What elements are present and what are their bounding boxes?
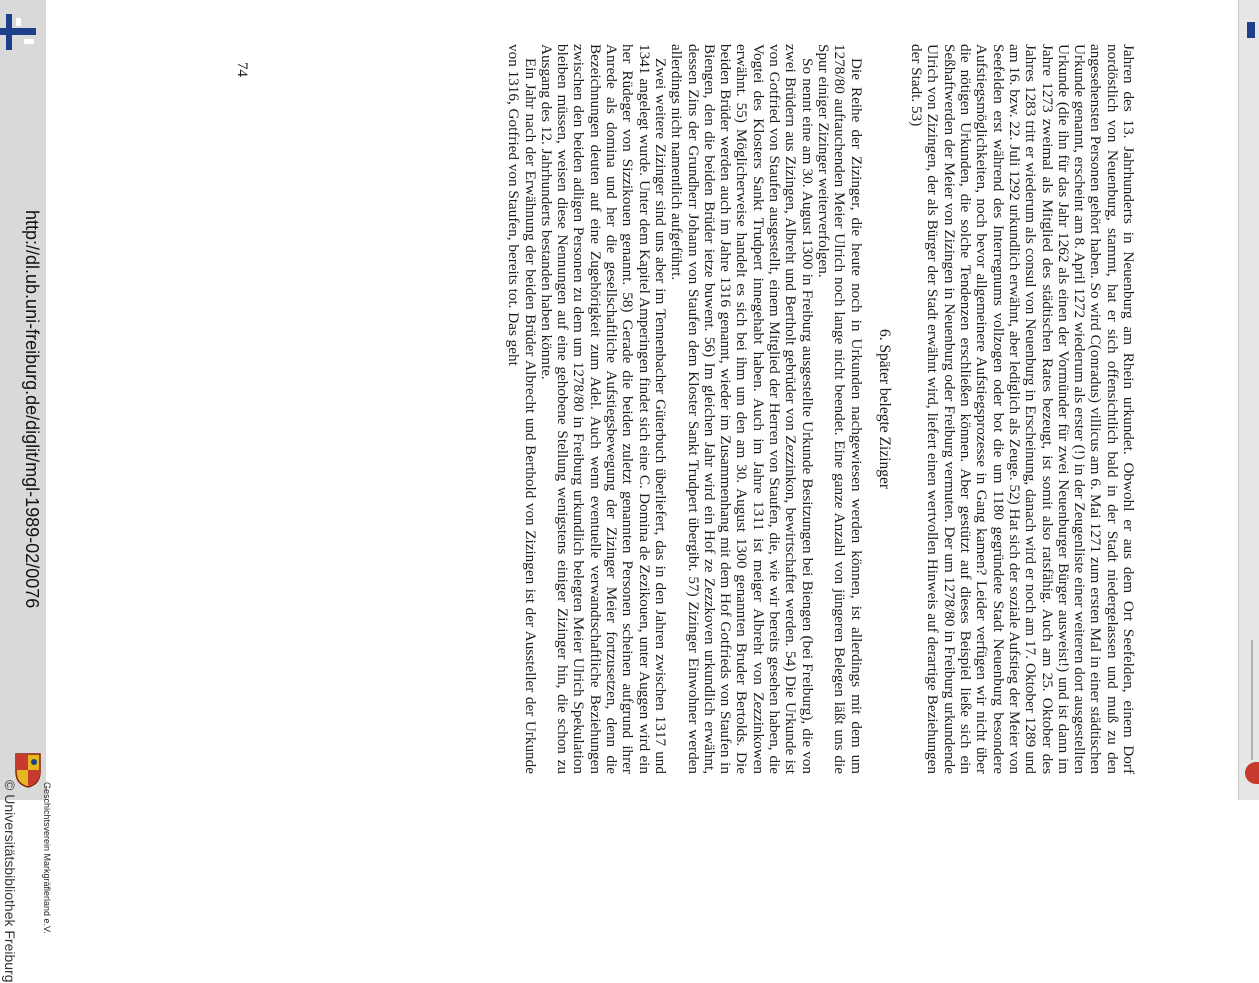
paragraph: Jahren des 13. Jahrhunderts in Neuenburg am Rhein urkundet. Obwohl er aus dem Ort Seefelden, einem Dorf nordöstlich von Neuenburg, stammt, hat er sich offensichtlich bald in der Stadt niedergelassen und muß zu den angesehensten Personen gehört haben. So wird C(onradus) villicus am 6. Mai 1271 zum ersten Mal in einer städtischen Urkunde genannt, erscheint am 8. April 1272 wiederum als erster (!) in der Zeugenliste einer weiteren dort ausgestellten Urkunde (die ihn für das Jahr 1262 als einen der Vormünder für zwei Neuenburger Bürger ausweist!) und ist dann im Jahre 1273 zweimal als Mitglied des städtischen Rates bezeugt, ist somit also ratsfähig. Auch am 25. Oktober des Jahres 1283 tritt er wiederum als consul von Neuenburg in Erscheinung, danach wird er noch am 17. Oktober 1289 und am 16. bzw. 22. Juli 1292 urkundlich erwähnt, aber lediglich als Zeuge. 52) Hat sich der soziale Aufstieg der Meier von Seefelden erst während des Interregnums vollzogen oder bot die um 1180 gegründete Stadt Neuenburg besondere Aufstiegsmöglichkeiten, noch bevor allgemeinere Aufstiegsprozesse in Gang kamen? Leider verfügen wir nicht über die nötigen Urkunden, die solche Tendenzen erschließen können. Aber gestützt auf dieses Beispiel ließe sich ein Seßhaftwerden der Meier von Zizingen in Neuenburg oder Freiburg vermuten. Der um 1278/80 in Freiburg urkundende Ulrich von Zizingen, der als Bürger der Stadt erwähnt wird, liefert einen wertvollen Hinweis auf derartige Beziehungen der Stadt. 53) xyxy=(908,44,1137,775)
right-scroll-track[interactable] xyxy=(1251,640,1253,760)
paragraph: So nennt eine am 30. August 1300 in Freiburg ausgestellte Urkunde Besitzungen bei Biengen (bei Freiburg), die von zwei Brüdern aus Zizingen, Albreht und Bertholt gebrüder von Zezzinkon, bewirtschaftet werden. 54) Die Urkunde ist von Gotfried von Staufen ausgestellt, einem Mitglied der Herren von Staufen, die, wie wir bereits gesehen haben, die Vogtei des Klosters Sankt Trudpert innegehabt haben. Auch im Jahre 1311 ist meiger Albreht von Zezzinkowen erwähnt. 55) Möglicherweise handelt es sich bei ihm um den am 30. August 1300 genannten Bruder Bertolds. Die beiden Brüder werden auch im Jahre 1316 genannt, wieder im Zusammenhang mit dem Hof Gotfrieds von Staufen in Biengen, den die beiden Brüder ietze buwent. 56) Im gleichen Jahr wird ein Hof ze Zezzkoven urkundlich erwähnt, dessen Zins der Grundherr Johann von Staufen dem Kloster Sankt Trudpert übergibt. 57) Zizinger Einwohner werden allerdings nicht namentlich aufgeführt. xyxy=(668,44,816,774)
page-number: 74 xyxy=(234,62,250,77)
coat-of-arms-icon xyxy=(14,752,42,788)
right-logo-icon xyxy=(1247,22,1255,38)
copyright-notice: © Universitätsbibliothek Freiburg xyxy=(2,780,18,983)
page-text-block xyxy=(505,44,1136,774)
paragraph: Ein Jahr nach der Erwähnung der beiden Brüder Albrecht und Berthold von Zizingen ist der Aussteller der Urkunde von 1316, Gotfried von Staufen, bereits tot. Das geht xyxy=(505,44,539,774)
section-heading: 6. Später belegte Zizinger xyxy=(875,328,893,490)
paragraph: Die Reihe der Zizinger, die heute noch in Urkunden nachgewiesen werden können, ist allerdings mit dem um 1278/80 auftauchenden Meier Ulrich noch lange nicht beendet. Eine ganze Anzahl von jüngeren Belegen läßt uns die Spur einiger Zizinger weiterverfolgen. xyxy=(814,44,865,774)
university-logo-icon xyxy=(0,12,36,52)
right-frame xyxy=(1238,0,1259,800)
left-frame xyxy=(0,0,52,983)
seal-icon xyxy=(1245,762,1259,784)
scanned-page xyxy=(180,14,1140,784)
paragraph: Zwei weitere Zizinger sind uns aber im Tennenbacher Güterbuch überliefert, das in den Jahren zwischen 1317 und 1341 angelegt wurde. Unter dem Kapitel Amperingen findet sich eine C. Domina de Zezikouen, unter Auggen wird ein her Rüdeger von Sizzikouen genannt. 58) Gerade die beiden zuletzt genannten Personen scheinen aufgrund ihrer Anrede als domina und her die gesellschaftliche Aufstiegsbewegung der Zizinger Meier fortzusetzen, denn die Bezeichnungen deuten auf eine Zugehörigkeit zum Adel. Auch wenn eventuelle verwandtschaftliche Beziehungen zwischen den beiden adligen Personen zu dem um 1278/80 in Freiburg urkundlich belegten Meier Ulrich Spekulation bleiben müssen, weisen diese Nennungen auf eine gehobene Stellung wenigstens einiger Zizinger hin, die schon zu Ausgang des 12. Jahrhunderts bestanden haben könnte. xyxy=(537,44,669,774)
publisher-label: Geschichtsverein Markgräflerland e.V. xyxy=(42,782,52,934)
document-url-link[interactable]: http://dl.ub.uni-freiburg.de/diglit/mgl-1989-02/0076 xyxy=(22,210,42,609)
